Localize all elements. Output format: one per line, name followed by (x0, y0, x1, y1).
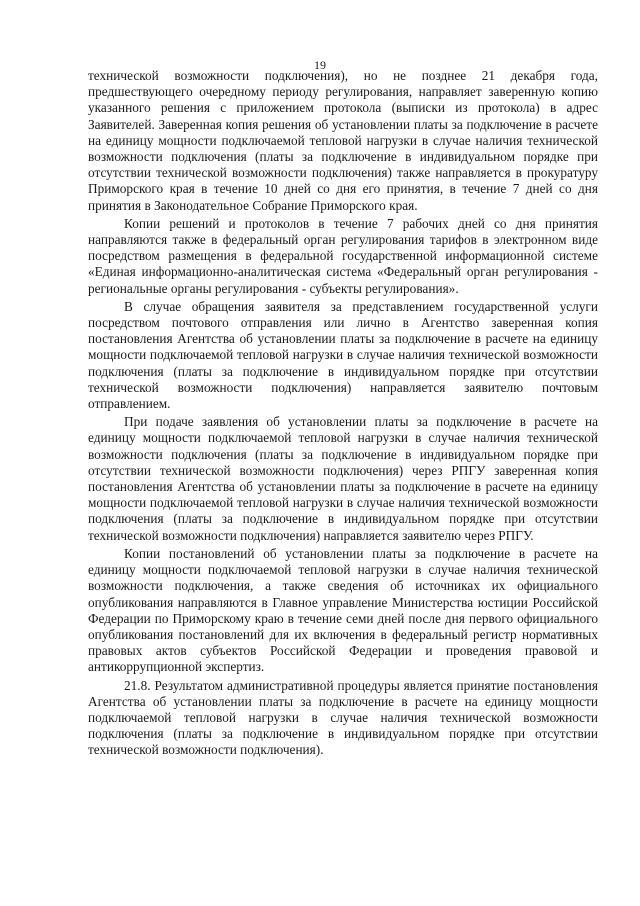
paragraph-rpgu-delivery: При подаче заявления об установлении платы за подключение в расчете на единицу мощности подключаемой тепловой нагрузки в случае наличия технической возможности подключения (платы за подключение в индивидуальном порядке при отсутствии технической возможности подключения) через РПГУ заверенная копия постановления Агентства об установлении платы за подключение в расчете на единицу мощности подключаемой тепловой нагрузки в случае наличия технической возможности подключения (платы за подключение в индивидуальном порядке при отсутствии технической возможности подключения) направляется заявителю через РПГУ. (88, 414, 598, 543)
paragraph-copies-of-decisions: Копии решений и протоколов в течение 7 рабочих дней со дня принятия направляются также в федеральный орган регулирования тарифов в электронном виде посредством размещения в федеральной государственной информационной системе «Единая информационно-аналитическая система «Федеральный орган регулирования - региональные органы регулирования - субъекты регулирования». (88, 215, 598, 296)
page-number: 19 (314, 58, 326, 72)
paragraph-postal-delivery: В случае обращения заявителя за представлением государственной услуги посредством почтового отправления или лично в Агентство заверенная копия постановления Агентства об установлении платы за подключение в расчете на единицу мощности подключаемой тепловой нагрузки в случае наличия технической возможности подключения (платы за подключение в индивидуальном порядке при отсутствии технической возможности подключения) направляется заявителю почтовым отправлением. (88, 298, 598, 412)
paragraph-ministry-of-justice: Копии постановлений об установлении платы за подключение в расчете на единицу мощности подключаемой тепловой нагрузки в случае наличия технической возможности подключения, а также сведения об источниках их официального опубликования направляются в Главное управление Министерства юстиции Российской Федерации по Приморскому краю в течение семи дней после дня первого официального опубликования постановлений для их включения в федеральный регистр нормативных правовых актов субъектов Российской Федерации и проведения правовой и антикоррупционной экспертиз. (88, 545, 598, 675)
paragraph-21-8-result: 21.8. Результатом административной процедуры является принятие постановления Агентства об установлении платы за подключение в расчете на единицу мощности подключаемой тепловой нагрузки в случае наличия технической возможности подключения (платы за подключение в индивидуальном порядке при отсутствии технической возможности подключения). (88, 677, 598, 758)
document-body (88, 68, 598, 761)
paragraph-continuation: технической возможности подключения), но не позднее 21 декабря года, предшествующего очередному периоду регулирования, направляет заверенную копию указанного решения с приложением протокола (выписки из протокола) в адрес Заявителей. Заверенная копия решения об установлении платы за подключение в расчете на единицу мощности подключаемой тепловой нагрузки в случае наличия технической возможности подключения (платы за подключение в индивидуальном порядке при отсутствии технической возможности подключения) также направляется в прокуратуру Приморского края в течение 10 дней со дня его принятия, в течение 7 дней со дня принятия в Законодательное Собрание Приморского края. (88, 68, 598, 213)
